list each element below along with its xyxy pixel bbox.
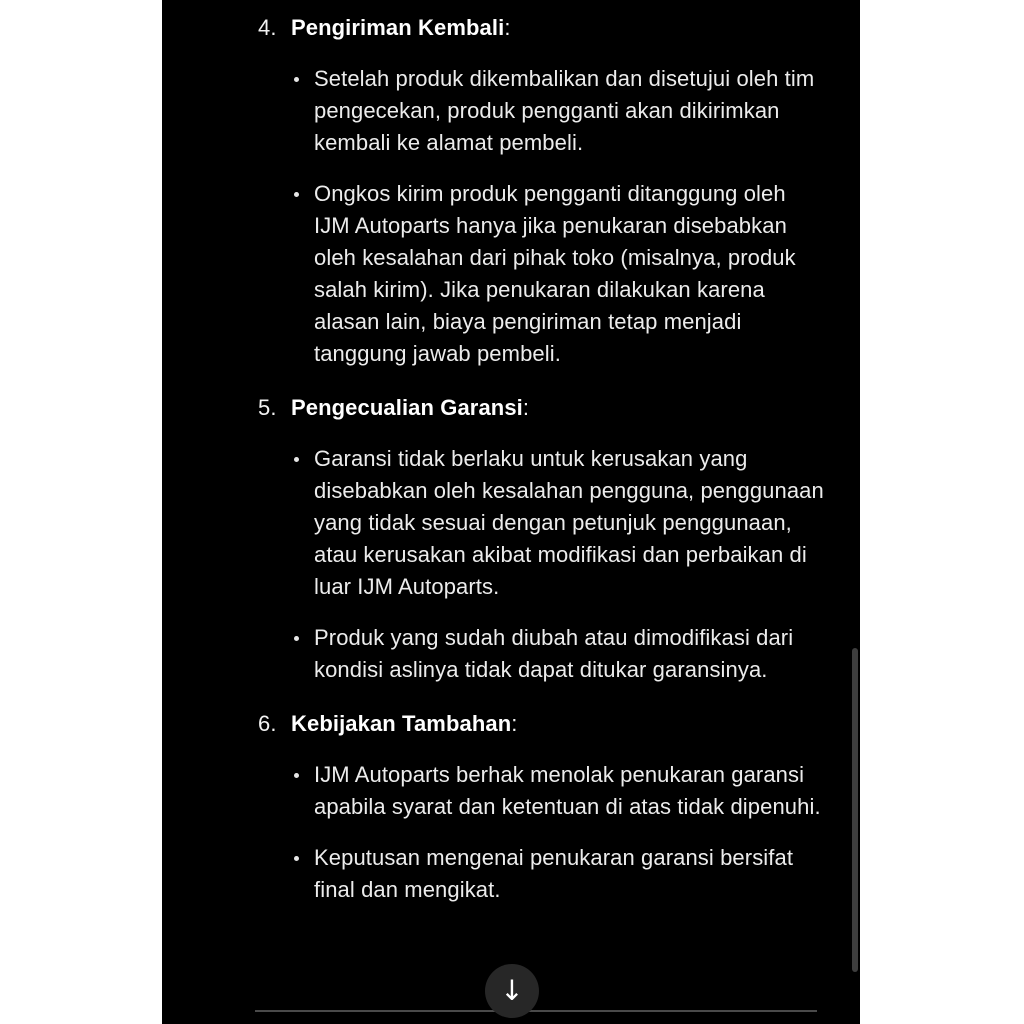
bullet-text: Ongkos kirim produk pengganti ditanggung oleh IJM Autoparts hanya jika penukaran disebabkan oleh kesalahan dari pihak toko (misalnya, produk salah kirim). Jika penukaran dilakukan karena alasan lain, biaya pengiriman tetap menjadi tanggung jawab pembeli. [314, 181, 796, 366]
section-number: 5. [258, 395, 277, 420]
bullet-text: Keputusan mengenai penukaran garansi bersifat final dan mengikat. [314, 845, 794, 902]
bullet-dot-icon [293, 63, 314, 159]
section-number: 6. [258, 711, 277, 736]
bullet-item [293, 622, 826, 686]
bullet-dot-icon [293, 842, 314, 906]
section-heading [258, 12, 826, 44]
section-number: 4. [258, 15, 277, 40]
section-title-colon: : [522, 395, 530, 420]
arrow-down-icon: ↓ [500, 974, 524, 1007]
bullet-dot-icon [293, 178, 314, 370]
bullet-item [293, 842, 826, 906]
bullet-text: Setelah produk dikembalikan dan disetujui oleh tim pengecekan, produk pengganti akan dikirimkan kembali ke alamat pembeli. [314, 66, 815, 155]
bullet-text: IJM Autoparts berhak menolak penukaran garansi apabila syarat dan ketentuan di atas tidak dipenuhi. [314, 762, 821, 819]
bullet-dot-icon [293, 759, 314, 823]
section-pengiriman-kembali [258, 12, 826, 370]
bullet-text: Garansi tidak berlaku untuk kerusakan yang disebabkan oleh kesalahan pengguna, penggunaan yang tidak sesuai dengan petunjuk penggunaan, atau kerusakan akibat modifikasi dan perbaikan di luar IJM Autoparts. [314, 446, 824, 599]
section-pengecualian-garansi [258, 392, 826, 686]
section-title [291, 708, 517, 740]
section-title-colon: : [504, 15, 511, 40]
section-title [291, 12, 511, 44]
bottom-divider [255, 1010, 817, 1012]
section-heading [258, 392, 826, 424]
section-title [291, 392, 529, 424]
bullet-item [293, 178, 826, 370]
scrollbar-thumb[interactable] [852, 648, 858, 972]
section-kebijakan-tambahan [258, 708, 826, 906]
bullet-item [293, 63, 826, 159]
section-title-text: Kebijakan Tambahan [291, 711, 512, 736]
bullet-item [293, 443, 826, 603]
section-title-colon: : [511, 711, 518, 736]
scroll-to-bottom-button[interactable] [485, 964, 539, 1018]
terms-screen [162, 0, 860, 1024]
section-heading [258, 708, 826, 740]
section-title-text: Pengiriman Kembali [291, 15, 505, 40]
bullet-text: Produk yang sudah diubah atau dimodifikasi dari kondisi aslinya tidak dapat ditukar garansinya. [314, 625, 794, 682]
bullet-item [293, 759, 826, 823]
bullet-dot-icon [293, 622, 314, 686]
section-title-text: Pengecualian Garansi [291, 395, 523, 420]
terms-content [162, 12, 860, 906]
bullet-dot-icon [293, 443, 314, 603]
